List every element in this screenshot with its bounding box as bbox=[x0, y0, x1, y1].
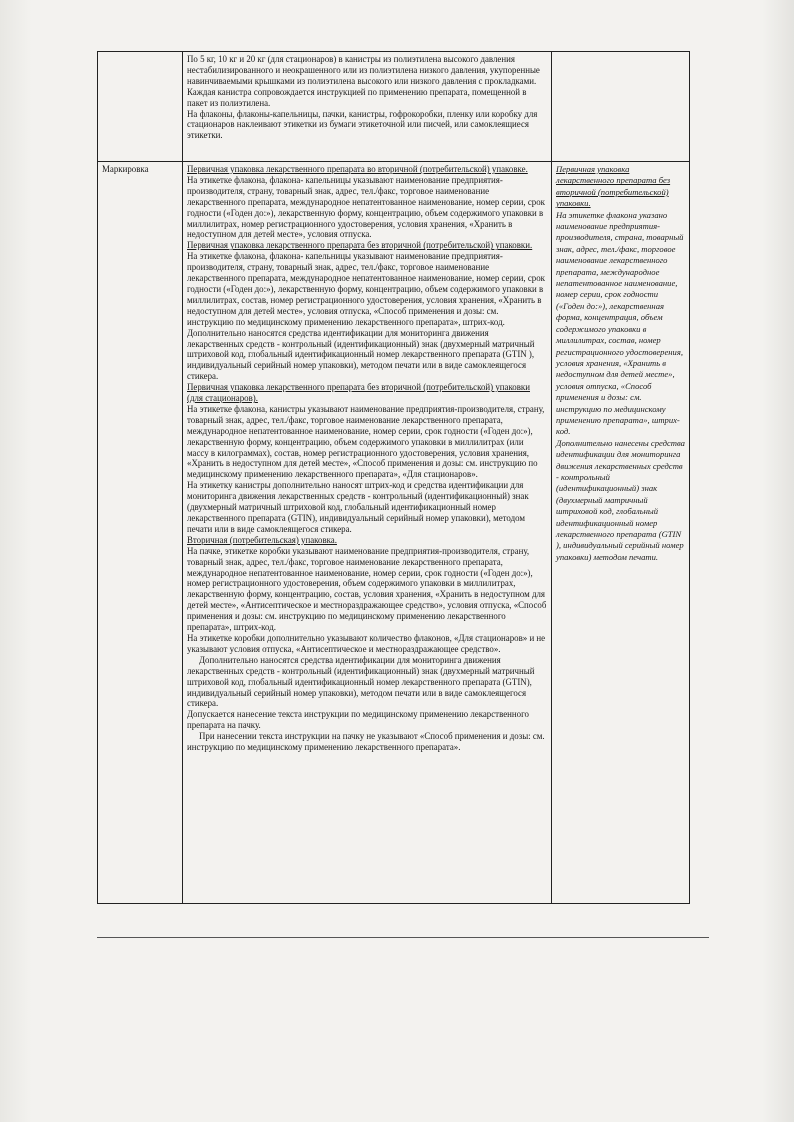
paragraph: На этикетку канистры дополнительно наносят штрих-код и средства идентификации для мониторинга движения лекарственных средств - контрольный (идентификационный) знак (двухмерный матричный штриховой код, глобальный идентификационный номер лекарственного препарата (GTIN), индивидуальный серийный номер упаковки), методом печати или в виде самоклеящегося стикера. bbox=[187, 480, 529, 534]
table-row bbox=[98, 162, 690, 904]
note-cell bbox=[552, 52, 690, 162]
paragraph: Допускается нанесение текста инструкции по медицинскому применению лекарственного препарата на пачку. bbox=[187, 709, 529, 731]
paragraph: На этикетке флакона, флакона- капельницы указывают наименование предприятия-производителя, страну, товарный знак, адрес, тел./факс, торговое наименование лекарственного препарата, международное непатентованное наименование, номер серии, срок годности («Годен до:»), лекарственную форму, концентрацию, объем содержимого упаковки в миллилитрах, состав, номер регистрационного удостоверения, условия хранения, «Хранить в недоступном для детей месте», условия отпуска, «Способ применения и дозы: см. инструкцию по медицинскому применению лекарственного препарата», штрих-код. bbox=[187, 251, 545, 327]
paragraph: На флаконы, флаконы-капельницы, пачки, канистры, гофрокоробки, пленку или коробку для стационаров наклеивают этикетки из бумаги этикеточной или писчей, или самоклеящиеся этикетки. bbox=[187, 108, 538, 141]
paragraph: На пачке, этикетке коробки указывают наименование предприятия-производителя, страну, товарный знак, адрес, тел./факс, торговое наименование лекарственного препарата, международное непатентованное наименование, номер серии, срок годности («Годен до:»), номер регистрационного удостоверения, объем содержимого упаковки в миллилитрах, лекарственную форму, концентрацию, состав, условия хранения, «Хранить в недоступном для детей месте», «Антисептическое и местнораздражающее средство», условия отпуска, «Способ применения и дозы: см. инструкцию по медицинскому применению лекарственного препарата», штрих-код. bbox=[187, 545, 547, 633]
section-title: Первичная упаковка лекарственного препарата без вторичной (потребительской) упаковки. bbox=[187, 240, 533, 251]
paragraph: При нанесении текста инструкции на пачку не указывают «Способ применения и дозы: см. инструкцию по медицинскому применению лекарственного препарата». bbox=[187, 731, 545, 753]
section-title: Первичная упаковка лекарственного препарата без вторичной (потребительской) упаковки (для стационаров). bbox=[187, 382, 530, 404]
paragraph: Дополнительно наносятся средства идентификации для мониторинга движения лекарственных средств - контрольный (идентификационный) знак (двухмерный матричный штриховой код, глобальный идентификационный номер лекарственного препарата (GTIN ), индивидуальный серийный номер упаковки), методом печати или в виде самоклеящегося стикера. bbox=[187, 327, 535, 382]
paragraph: Каждая канистра сопровождается инструкцией по применению препарата, помещенной в пакет из полиэтилена. bbox=[187, 86, 527, 108]
section-title: Вторичная (потребительская) упаковка. bbox=[187, 534, 337, 545]
paragraph: Дополнительно наносятся средства идентификации для мониторинга движения лекарственных средств - контрольный (идентификационный) знак (двухмерный матричный штриховой код, глобальный идентификационный номер лекарственного препарата (GTIN), индивидуальный серийный номер упаковки), методом печати или в виде самоклеящегося стикера. bbox=[187, 654, 535, 709]
marking-note-cell bbox=[552, 162, 690, 904]
paragraph: На этикетке коробки дополнительно указывают количество флаконов, «Для стационаров» и не указывают условия отпуска, «Антисептическое и местнораздражающее средство». bbox=[187, 632, 546, 654]
paragraph: На этикетке флакона, канистры указывают наименование предприятия-производителя, страну, товарный знак, адрес, тел./факс, торговое наименование лекарственного препарата, международное непатентованное наименование, номер серии, срок годности («Годен до:»), лекарственную форму, концентрацию, объем содержимого упаковки в миллилитрах (или массу в килограммах), состав, номер регистрационного удостоверения, условия хранения, «Хранить в недоступном для детей месте», «Способ применения и дозы: см. инструкцию по медицинскому применению лекарственного препарата», «Для стационаров». bbox=[187, 403, 545, 480]
packaging-text-cell bbox=[183, 52, 552, 162]
row-label-cell bbox=[98, 52, 183, 162]
note-paragraph: Дополнительно нанесены средства идентификации для мониторинга движения лекарственных средств - контрольный (идентификационный) знак (двухмерный матричный штриховой код, глобальный идентификационный номер лекарственного препарата (GTIN ), индивидуальный серийный номер упаковки) методом печати. bbox=[556, 437, 685, 562]
paragraph: На этикетке флакона, флакона- капельницы указывают наименование предприятия-производителя, страну, товарный знак, адрес, тел./факс, торговое наименование лекарственного препарата, международное непатентованное наименование, номер серии, срок годности («Годен до:»), лекарственную форму, концентрацию, объем содержимого упаковки в миллилитрах, номер регистрационного удостоверения, условия хранения, «Хранить в недоступном для детей месте», условия отпуска. bbox=[187, 174, 545, 240]
table-row bbox=[98, 52, 690, 162]
footer-divider bbox=[97, 937, 709, 938]
note-title: Первичная упаковка лекарственного препарата без вторичной (потребительской) упаковки. bbox=[556, 164, 671, 209]
spec-table bbox=[97, 51, 690, 904]
marking-text-cell bbox=[183, 162, 552, 904]
paragraph: По 5 кг, 10 кг и 20 кг (для стационаров) в канистры из полиэтилена высокого давления нестабилизированного и неокрашенного или из полиэтилена низкого давления, укупоренные навинчиваемыми крышками из полиэтилена высокого или низкого давления с прокладками. bbox=[187, 54, 540, 86]
note-paragraph: На этикетке флакона указано наименование предприятия-производителя, страна, товарный знак, адрес, тел./факс, торговое наименование лекарственного препарата, международное непатентованное наименование, номер серии, срок годности («Годен до:»), лекарственная форма, концентрация, объем содержимого упаковки в миллилитрах, состав, номер регистрационного удостоверения, условия хранения, «Хранить в недоступном для детей месте», условия отпуска, «Способ применения и дозы: см. инструкцию по медицинскому применению препарата», штрих-код. bbox=[556, 209, 684, 437]
section-title: Первичная упаковка лекарственного препарата во вторичной (потребительской) упаковке. bbox=[187, 164, 528, 174]
row-label-marking: Маркировка bbox=[98, 162, 183, 904]
